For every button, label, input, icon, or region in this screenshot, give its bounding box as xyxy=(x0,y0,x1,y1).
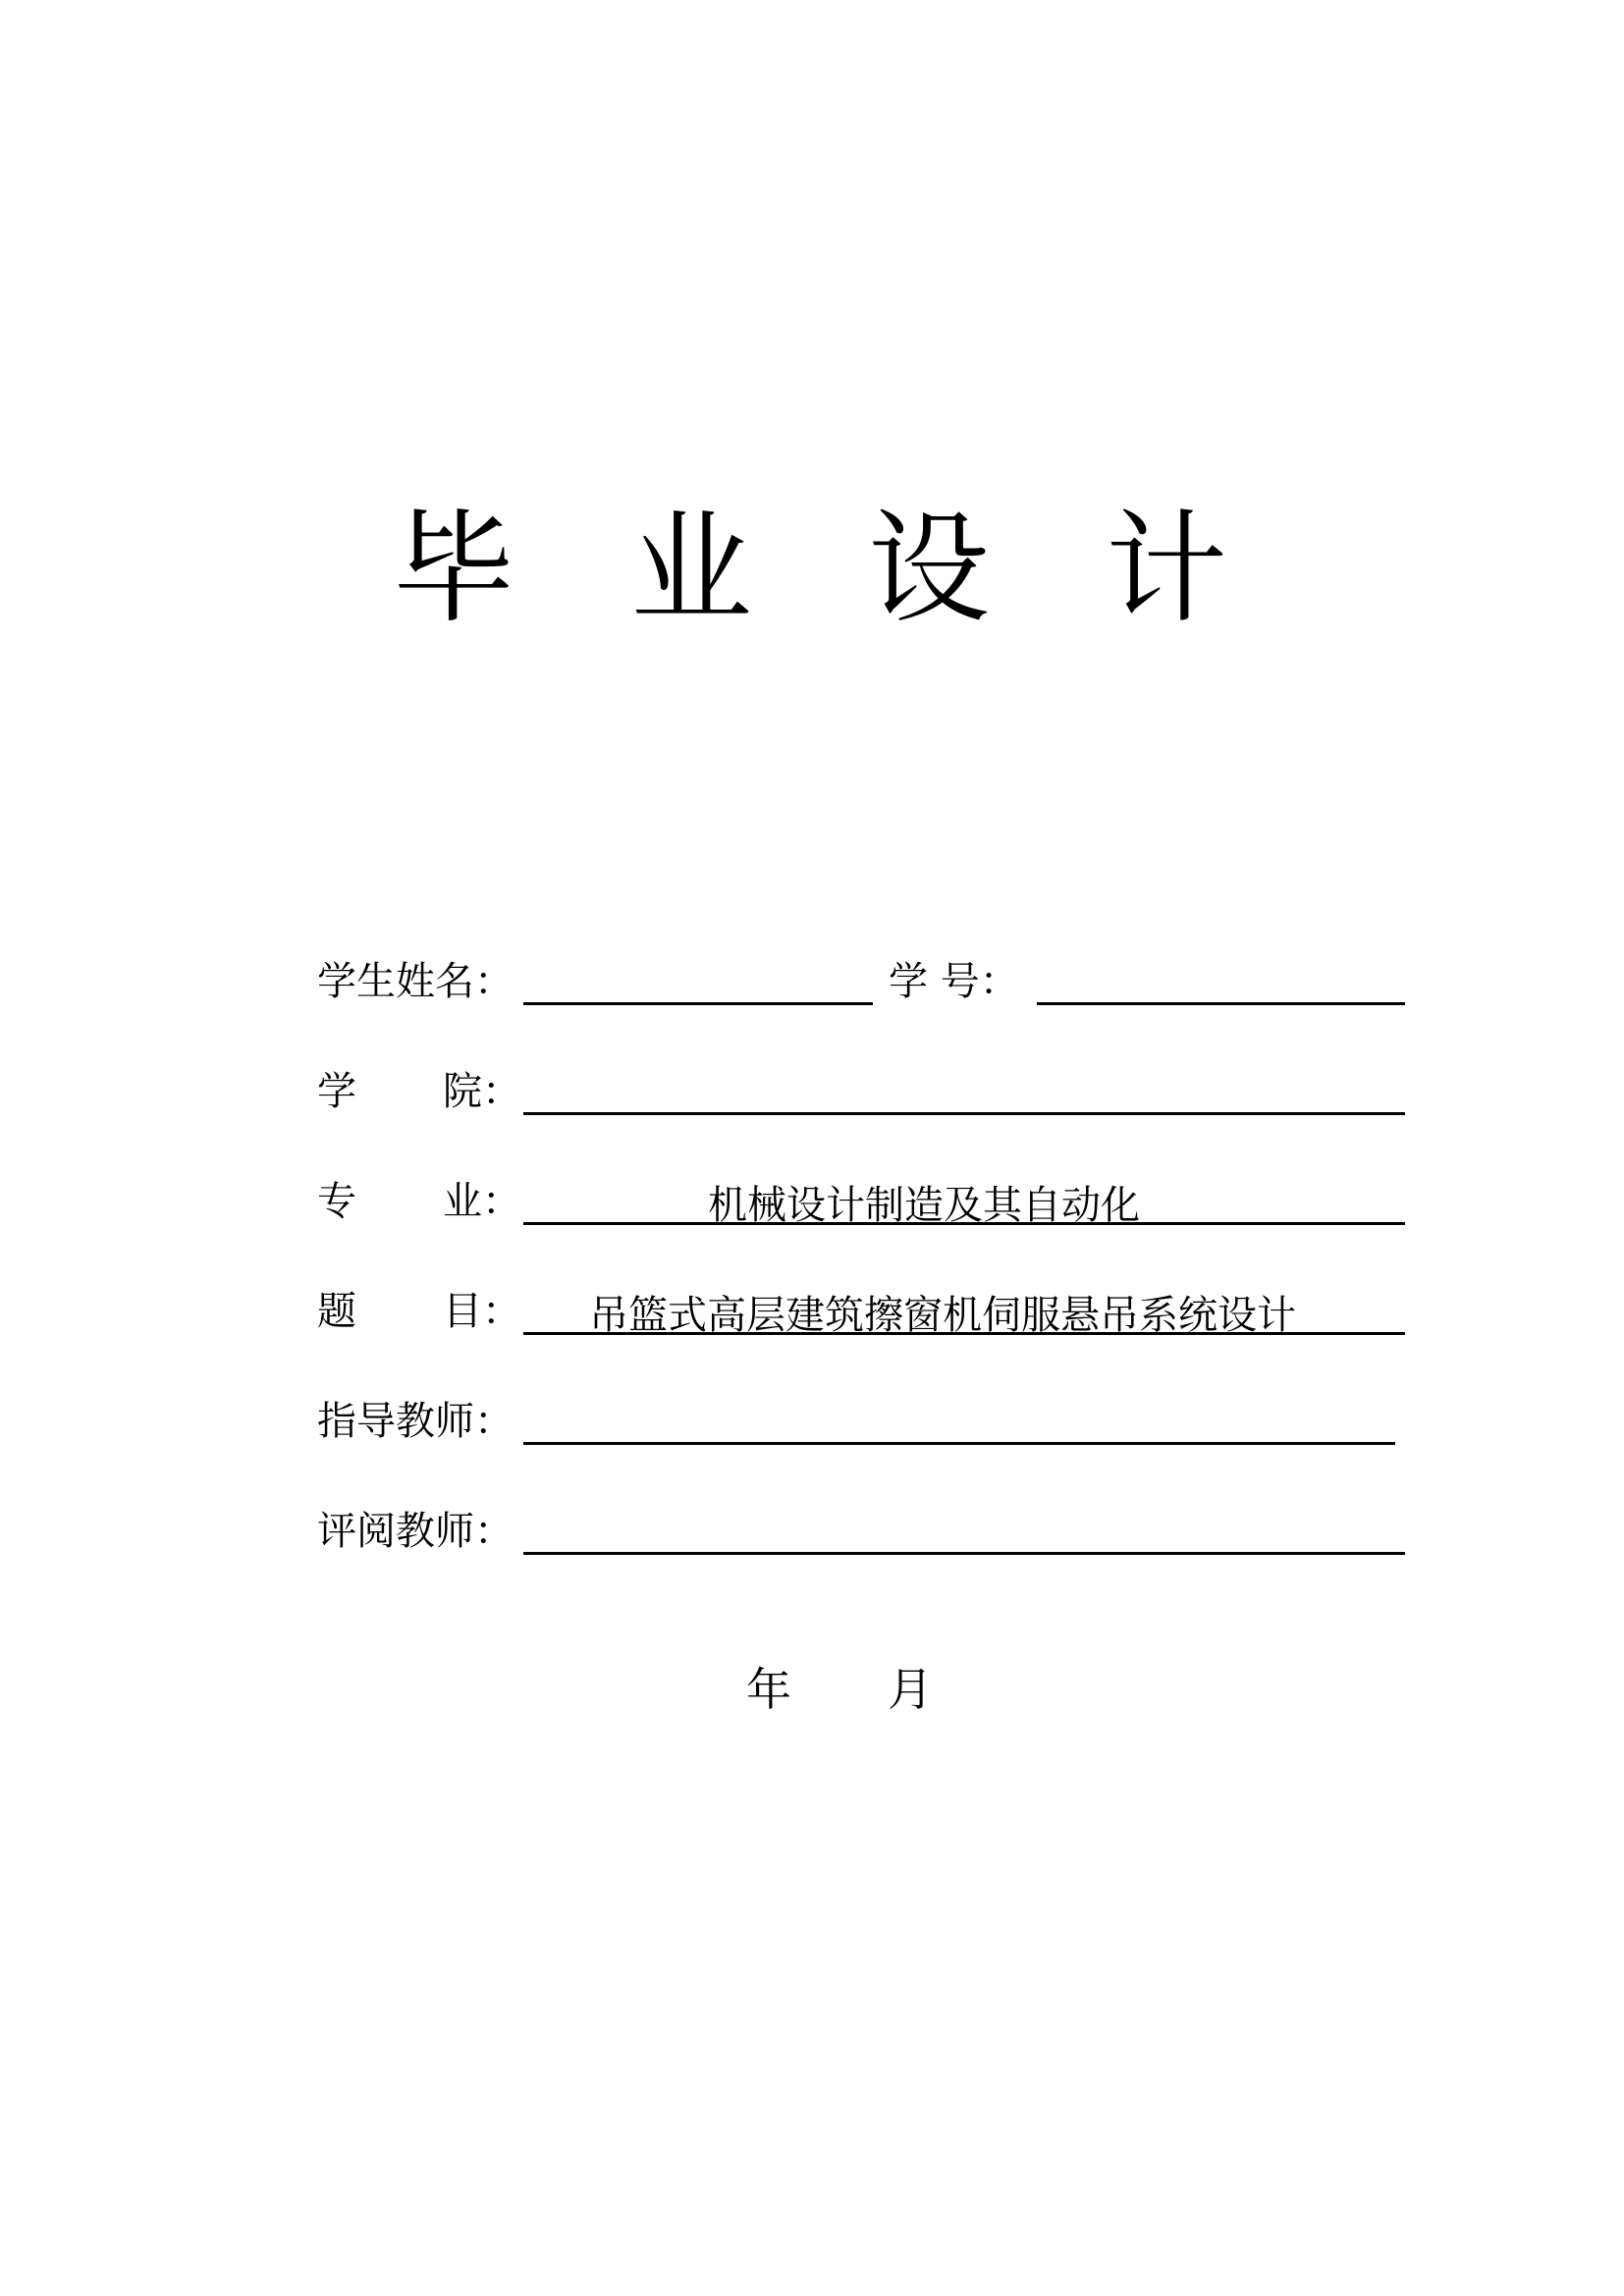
major-label-part: 专 xyxy=(317,1179,356,1224)
student-info-row xyxy=(317,950,1427,1009)
student-id-label: 学 号： xyxy=(889,959,1019,1004)
college-underline xyxy=(523,1112,1405,1115)
title-char: 设 xyxy=(867,499,990,640)
advisor-row xyxy=(317,1390,1427,1449)
reviewer-row xyxy=(317,1500,1427,1559)
title-char: 毕 xyxy=(393,499,515,640)
major-label-part: 业： xyxy=(443,1179,521,1224)
college-label xyxy=(317,1069,521,1114)
document-title xyxy=(393,491,1227,648)
college-label-part: 院： xyxy=(443,1069,521,1114)
topic-label-part: 目： xyxy=(443,1289,521,1334)
topic-label xyxy=(317,1289,521,1334)
college-label-part: 学 xyxy=(317,1069,356,1114)
major-value: 机械设计制造及其自动化 xyxy=(708,1183,1140,1228)
topic-value: 吊篮式高层建筑擦窗机伺服悬吊系统设计 xyxy=(589,1293,1296,1338)
reviewer-underline xyxy=(523,1552,1405,1555)
major-row xyxy=(317,1170,1427,1229)
student-id-underline xyxy=(1037,1002,1405,1005)
year-label: 年 xyxy=(746,1663,791,1716)
topic-row xyxy=(317,1280,1427,1339)
month-label: 月 xyxy=(888,1663,933,1716)
title-char: 计 xyxy=(1105,499,1227,640)
topic-label-part: 题 xyxy=(317,1289,356,1334)
reviewer-label: 评阅教师： xyxy=(317,1509,514,1554)
date-line xyxy=(746,1657,933,1716)
student-name-label: 学生姓名： xyxy=(317,959,514,1004)
college-row xyxy=(317,1060,1427,1119)
major-label xyxy=(317,1179,521,1224)
student-name-underline xyxy=(523,1002,873,1005)
title-char: 业 xyxy=(629,499,752,640)
advisor-label: 指导教师： xyxy=(317,1399,514,1444)
advisor-underline xyxy=(523,1442,1395,1445)
